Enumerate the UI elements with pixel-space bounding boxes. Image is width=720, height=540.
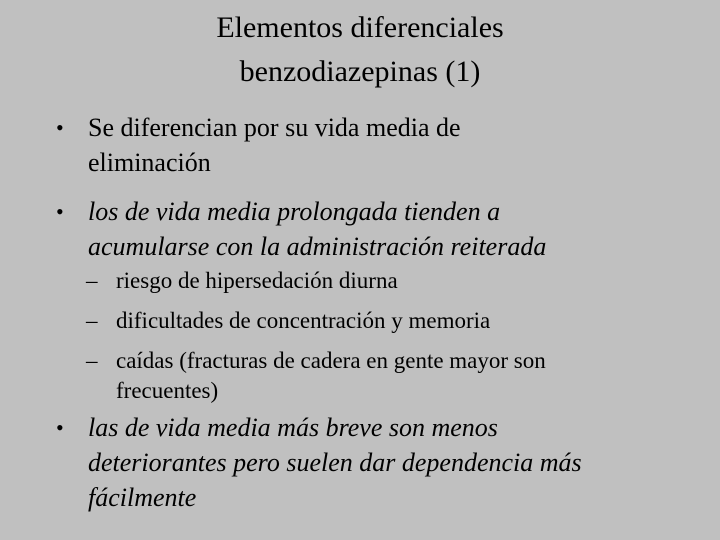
slide-title-line-1: Elementos diferenciales (216, 11, 504, 44)
sub-bullet-item-1 (86, 266, 706, 296)
dash-marker: – (86, 268, 98, 293)
bullet-line: los de vida media prolongada tienden a (88, 197, 501, 226)
sub-bullet-item-2 (86, 306, 706, 336)
bullet-text (88, 194, 706, 264)
bullet-text (88, 410, 706, 515)
bullet-marker: • (56, 199, 64, 224)
bullet-marker: • (56, 415, 64, 440)
dash-marker: – (86, 308, 98, 333)
sub-bullet-line: riesgo de hipersedación diurna (116, 268, 398, 293)
slide-title (0, 6, 720, 94)
bullet-item-1 (56, 110, 706, 180)
slide-content (56, 110, 706, 515)
bullet-line: acumularse con la administración reiterada (88, 232, 547, 261)
bullet-item-3 (56, 410, 706, 515)
dash-marker: – (86, 348, 98, 373)
bullet-text (88, 110, 706, 180)
sub-bullet-item-3 (86, 346, 706, 406)
bullet-line: las de vida media más breve son menos (88, 413, 498, 442)
sub-bullet-line: frecuentes) (116, 378, 219, 403)
bullet-line: fácilmente (88, 483, 197, 512)
bullet-line: deteriorantes pero suelen dar dependencia más (88, 448, 582, 477)
bullet-line: eliminación (88, 148, 211, 177)
bullet-marker: • (56, 115, 64, 140)
sub-bullet-line: caídas (fracturas de cadera en gente mayor son (116, 348, 546, 373)
bullet-line: Se diferencian por su vida media de (88, 113, 461, 142)
sub-bullet-line: dificultades de concentración y memoria (116, 308, 491, 333)
bullet-item-2 (56, 194, 706, 264)
slide-title-line-2: benzodiazepinas (1) (239, 55, 481, 88)
